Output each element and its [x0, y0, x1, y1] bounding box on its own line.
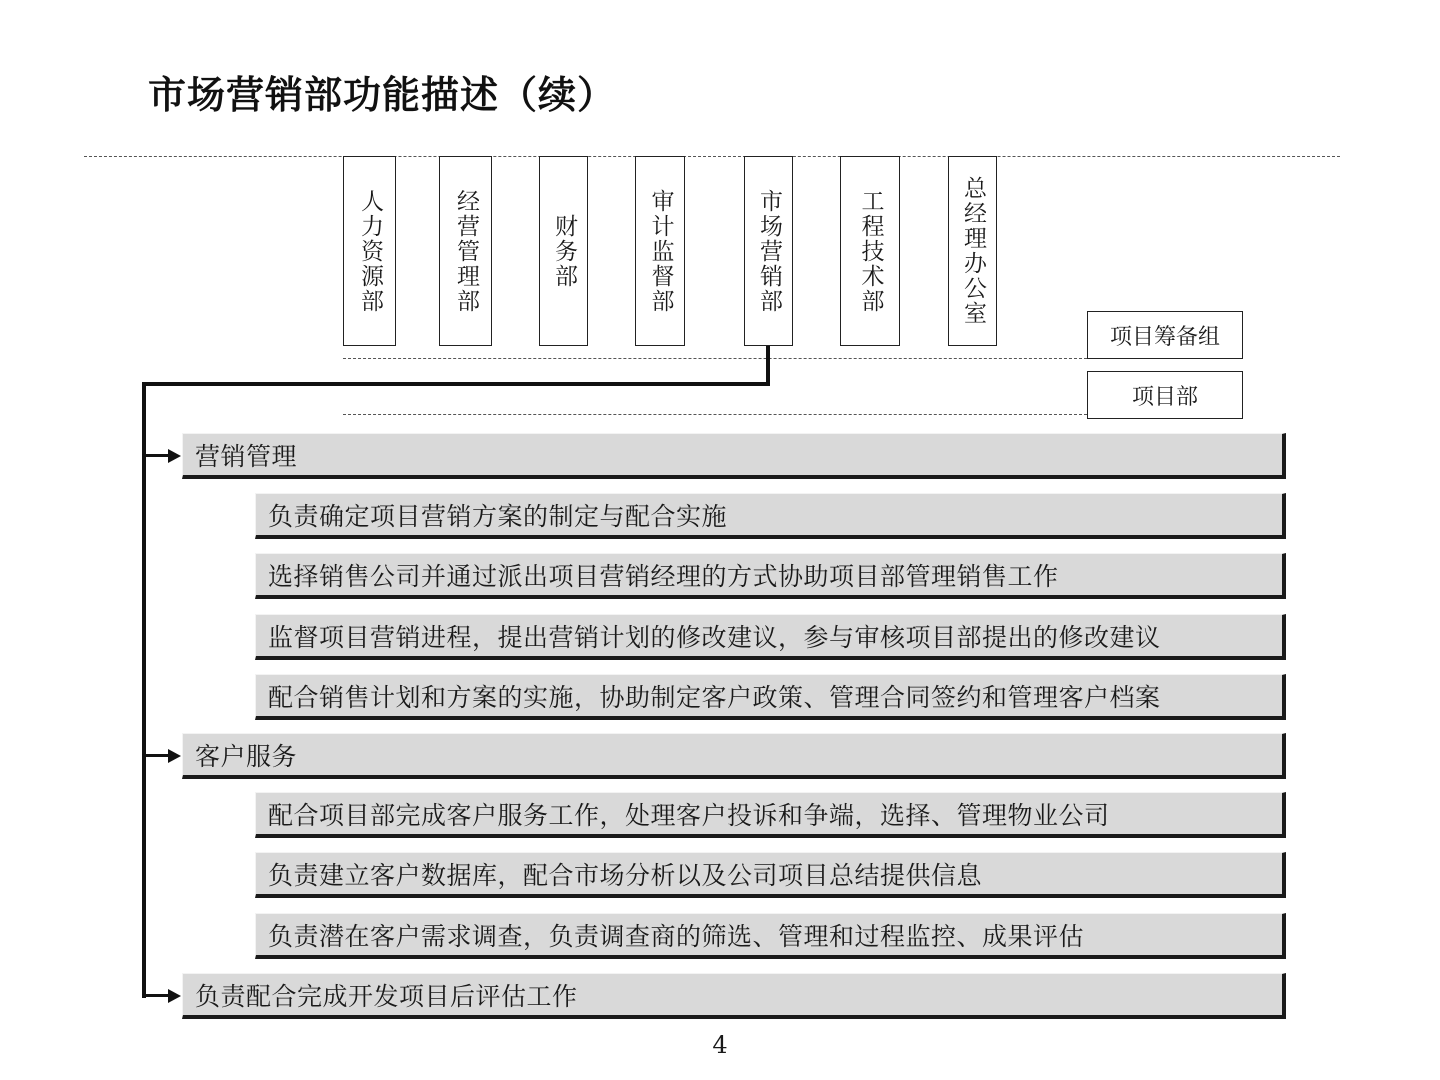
- dept-box-engineering: 工程技术部: [840, 156, 900, 346]
- task-bar: 选择销售公司并通过派出项目营销经理的方式协助项目部管理销售工作: [255, 553, 1286, 599]
- task-bar: 配合项目部完成客户服务工作，处理客户投诉和争端，选择、管理物业公司: [255, 792, 1286, 838]
- arrow-head-marketing-mgmt: [168, 449, 181, 463]
- top-dashed-divider: [84, 156, 1340, 157]
- connector-trunk: [142, 382, 146, 998]
- dept-box-gm-office: 总经理办公室: [948, 156, 997, 346]
- project-dept-box: 项目部: [1087, 371, 1243, 419]
- connector-horizontal-top: [142, 382, 770, 386]
- mid-dashed-divider: [343, 358, 1087, 359]
- section-bar-marketing-mgmt: 营销管理: [182, 433, 1286, 479]
- branch-line-marketing-mgmt: [142, 454, 170, 457]
- connector-vertical-from-marketing: [766, 346, 770, 386]
- task-bar: 监督项目营销进程，提出营销计划的修改建议，参与审核项目部提出的修改建议: [255, 614, 1286, 660]
- dept-box-hr: 人力资源部: [343, 156, 396, 346]
- page-title: 市场营销部功能描述（续）: [148, 73, 617, 117]
- dept-box-audit: 审计监督部: [635, 156, 685, 346]
- section-bar-post-evaluation: 负责配合完成开发项目后评估工作: [182, 973, 1286, 1019]
- task-bar: 配合销售计划和方案的实施，协助制定客户政策、管理合同签约和管理客户档案: [255, 674, 1286, 720]
- arrow-head-post-evaluation: [168, 989, 181, 1003]
- task-bar: 负责潜在客户需求调查，负责调查商的筛选、管理和过程监控、成果评估: [255, 913, 1286, 959]
- dept-box-marketing: 市场营销部: [744, 156, 793, 346]
- task-bar: 负责确定项目营销方案的制定与配合实施: [255, 493, 1286, 539]
- branch-line-customer-service: [142, 754, 170, 757]
- project-prep-group-box: 项目筹备组: [1087, 311, 1243, 359]
- arrow-head-customer-service: [168, 749, 181, 763]
- lower-dashed-divider: [343, 414, 1087, 415]
- dept-box-finance: 财务部: [539, 156, 588, 346]
- task-bar: 负责建立客户数据库，配合市场分析以及公司项目总结提供信息: [255, 852, 1286, 898]
- branch-line-post-evaluation: [142, 994, 170, 997]
- dept-box-operations: 经营管理部: [439, 156, 492, 346]
- page-number: 4: [712, 1031, 728, 1059]
- section-bar-customer-service: 客户服务: [182, 733, 1286, 779]
